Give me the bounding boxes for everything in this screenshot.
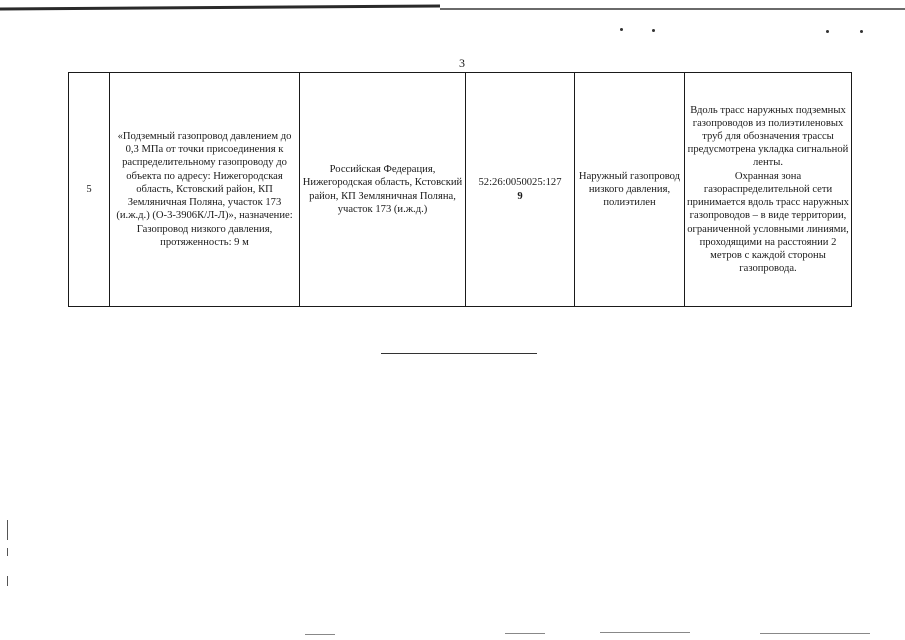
zone-description-cell (685, 73, 852, 307)
scan-speck (860, 30, 863, 33)
scan-speck (826, 30, 829, 33)
scan-bottom-artifact (305, 634, 335, 635)
scan-margin-mark (7, 548, 8, 556)
zone-description-text: Вдоль трасс наружных подземных газопроводов из полиэтиленовых труб для обозначения трассы предусмотрена укладка сигнальной ленты. (687, 104, 849, 169)
scan-speck (652, 29, 655, 32)
table-row (69, 73, 852, 307)
object-description-cell: «Подземный газопровод давлением до 0,3 МПа от точки присоединения к распределительному газопроводу до объекта по адресу: Нижегородская область, Кстовский район, КП Земляничная Поляна, участок 173 (и.ж.д.) (О-3-3906К/Л-Л)», назначение: Газопровод низкого давления, протяженность: 9 м (110, 73, 300, 307)
cadastral-number-tail: 9 (517, 190, 523, 202)
cadastral-number-cell (466, 73, 575, 307)
scan-edge-top-right (440, 8, 905, 10)
scan-margin-mark (7, 520, 8, 540)
scan-bottom-artifact (600, 632, 690, 633)
page-number: 3 (459, 56, 465, 70)
scan-speck (620, 28, 623, 31)
row-index-cell: 5 (69, 73, 110, 307)
zone-description-text-2: Охранная зона газораспределительной сети принимается вдоль трасс наружных газопроводов – в виде территории, ограниченной условными линиями, проходящими на расстоянии 2 метров с каждой стороны газопровода. (687, 170, 849, 275)
end-of-document-rule (381, 353, 537, 354)
scan-bottom-artifact (760, 633, 870, 634)
characteristics-cell: Наружный газопровод низкого давления, полиэтилен (575, 73, 685, 307)
scan-edge-top (0, 4, 440, 10)
scan-margin-mark (7, 576, 8, 586)
address-cell: Российская Федерация, Нижегородская область, Кстовский район, КП Земляничная Поляна, участок 173 (и.ж.д.) (300, 73, 466, 307)
scan-bottom-artifact (505, 633, 545, 634)
cadastral-number-main: 52:26:0050025:127 (478, 177, 562, 189)
registry-table (68, 72, 852, 307)
